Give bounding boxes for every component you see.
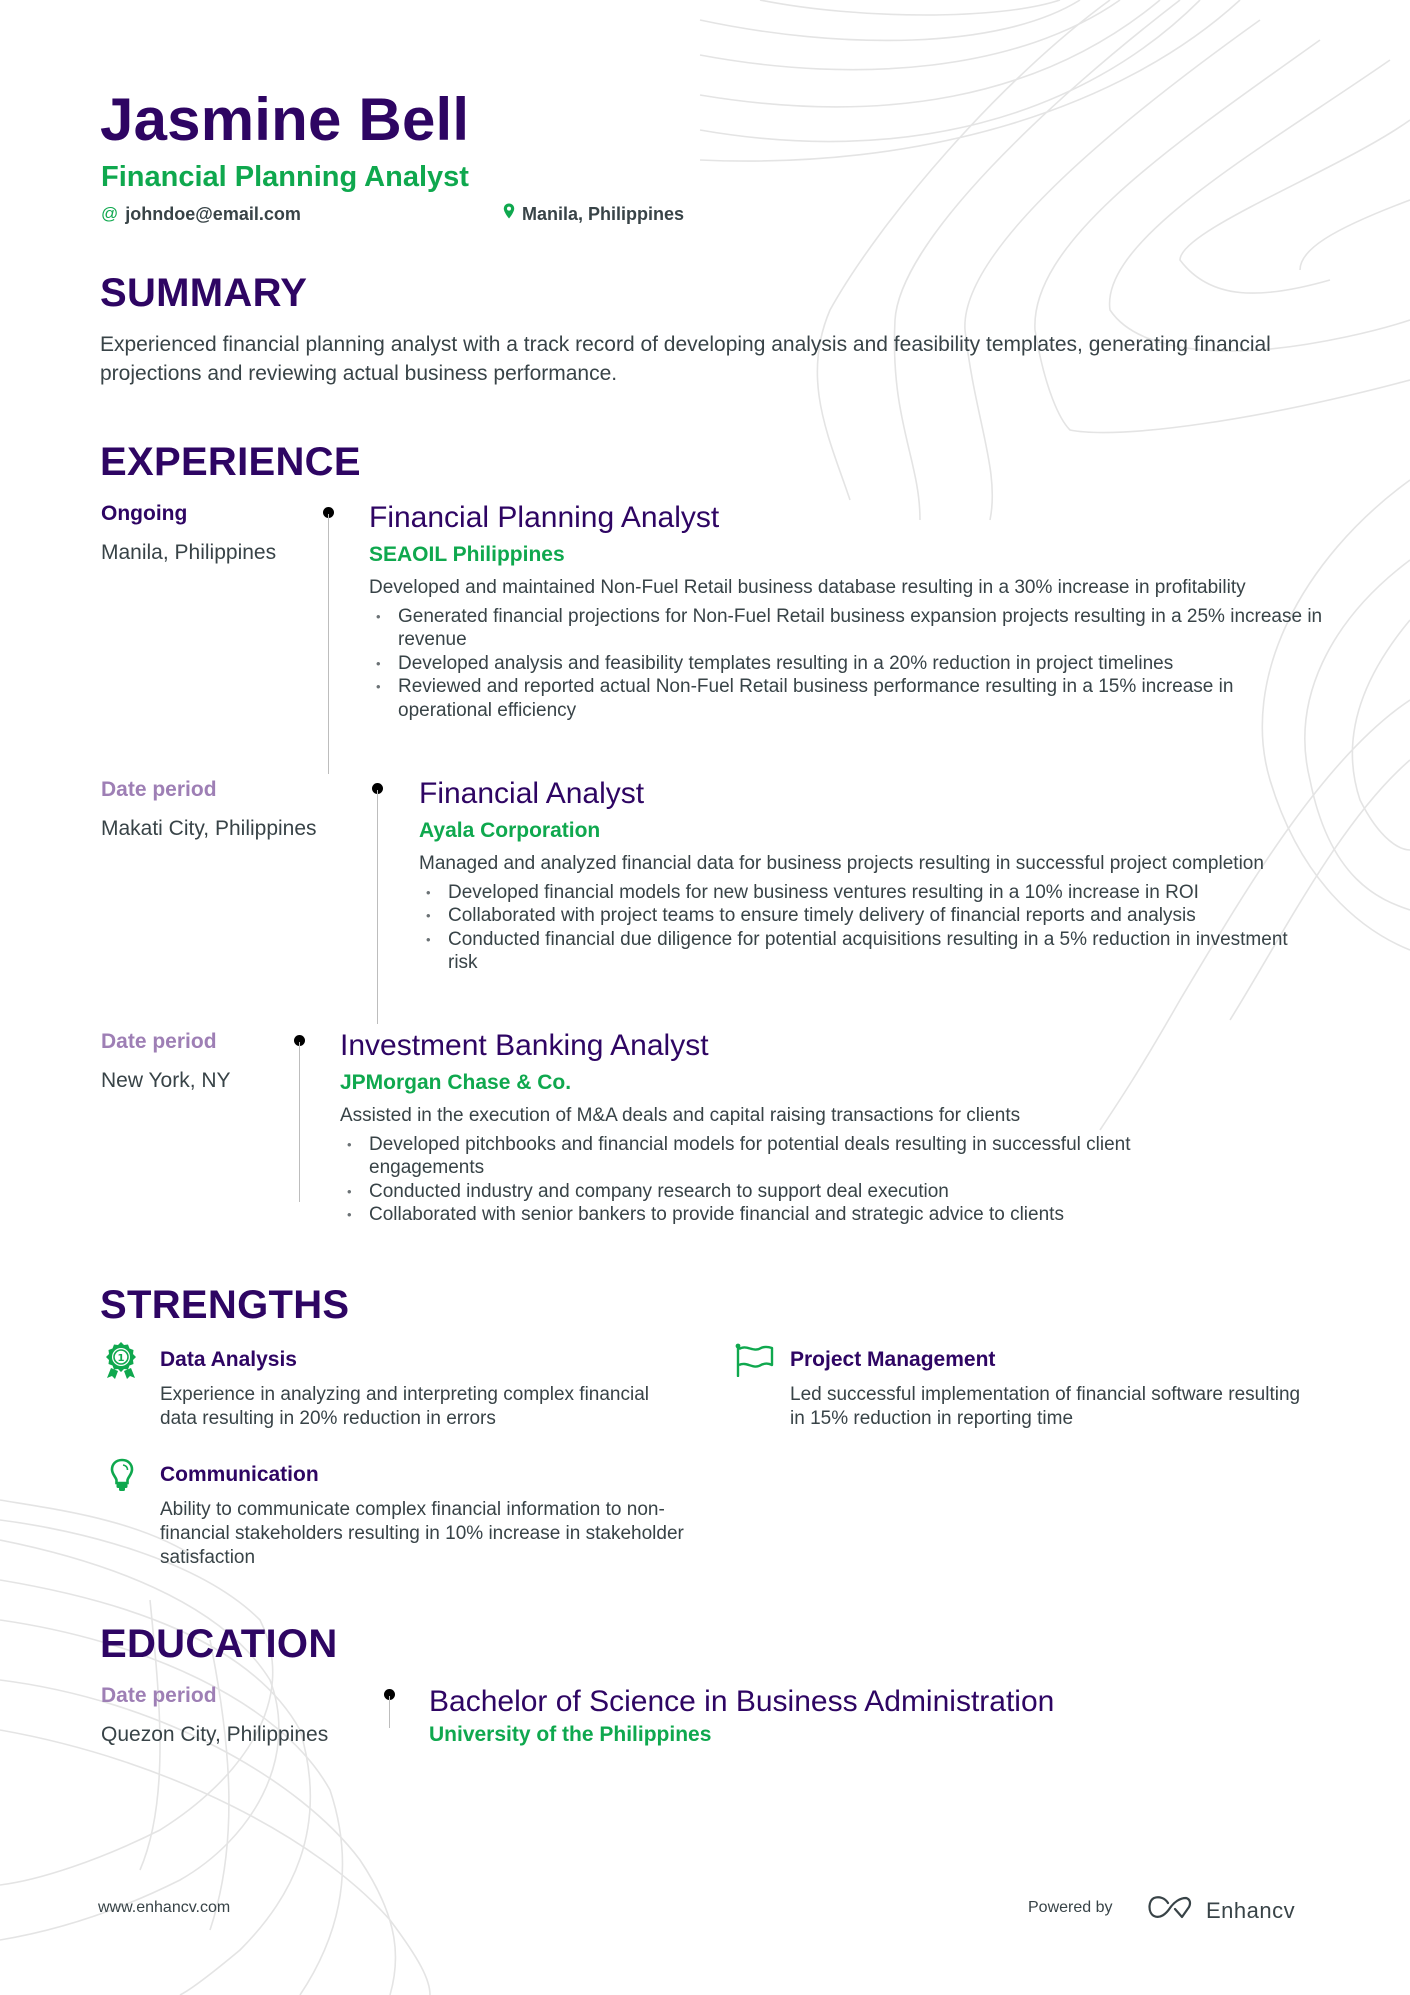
job-bullet: • Conducted financial due diligence for potential acquisitions resulting in a 5% reduction in investment risk [419, 928, 1299, 975]
job-title: Financial Analyst [419, 777, 645, 810]
strength-title: Communication [160, 1463, 319, 1486]
job-bullet: • Developed pitchbooks and financial models for potential deals resulting in successful client engagements [340, 1133, 1240, 1180]
map-pin-icon [503, 202, 515, 226]
contact-email[interactable] [101, 202, 301, 226]
entry-date: Date period [101, 1030, 217, 1053]
strength-title: Project Management [790, 1348, 996, 1371]
company-name: SEAOIL Philippines [369, 543, 565, 566]
timeline-line [377, 790, 379, 1024]
company-name: JPMorgan Chase & Co. [340, 1071, 572, 1094]
award-ribbon-icon [105, 1341, 137, 1384]
timeline-line [389, 1696, 391, 1728]
lightbulb-icon [110, 1458, 134, 1497]
at-icon: @ [101, 204, 119, 223]
job-bullet: • Developed analysis and feasibility templates resulting in a 20% reduction in project timelines [369, 652, 1329, 676]
job-description: Assisted in the execution of M&A deals and capital raising transactions for clients [340, 1105, 1021, 1126]
candidate-title: Financial Planning Analyst [101, 161, 469, 193]
job-bullet: • Developed financial models for new business ventures resulting in a 10% increase in ROI [419, 881, 1299, 905]
strength-description: Experience in analyzing and interpreting complex financial data resulting in 20% reduction in errors [160, 1384, 650, 1429]
school-name: University of the Philippines [429, 1723, 712, 1746]
strength-title: Data Analysis [160, 1348, 297, 1371]
job-title: Financial Planning Analyst [369, 501, 720, 534]
svg-text:1: 1 [117, 1353, 125, 1364]
entry-location: New York, NY [101, 1069, 231, 1092]
contact-location [503, 202, 684, 226]
flag-icon [735, 1343, 775, 1382]
enhancv-infinity-icon [1146, 1895, 1194, 1926]
job-bullet: • Generated financial projections for Non-Fuel Retail business expansion projects resulting in a 25% increase in revenue [369, 605, 1329, 652]
entry-location: Manila, Philippines [101, 541, 277, 564]
email-text: johndoe@email.com [125, 204, 301, 224]
summary-heading: SUMMARY [100, 271, 308, 315]
summary-text: Experienced financial planning analyst with a track record of developing analysis and feasibility templates, generating financial projections and reviewing actual business performance. [100, 333, 1271, 385]
job-bullet: • Collaborated with senior bankers to provide financial and strategic advice to clients [340, 1203, 1240, 1227]
strengths-heading: STRENGTHS [100, 1283, 350, 1327]
job-bullet: • Conducted industry and company research to support deal execution [340, 1180, 1240, 1204]
entry-location: Makati City, Philippines [101, 817, 317, 840]
powered-by-label: Powered by [1028, 1899, 1113, 1916]
website-link[interactable]: www.enhancv.com [98, 1899, 231, 1916]
timeline-line [299, 1042, 301, 1202]
timeline-line [328, 514, 330, 774]
edu-location: Quezon City, Philippines [101, 1723, 329, 1746]
experience-heading: EXPERIENCE [100, 440, 361, 484]
job-title: Investment Banking Analyst [340, 1029, 709, 1062]
job-bullet: • Collaborated with project teams to ensure timely delivery of financial reports and analysis [419, 904, 1299, 928]
enhancv-brand-text: Enhancv [1206, 1897, 1296, 1923]
job-description: Managed and analyzed financial data for business projects resulting in successful project completion [419, 853, 1264, 874]
company-name: Ayala Corporation [419, 819, 601, 842]
candidate-name: Jasmine Bell [100, 86, 470, 153]
degree-title: Bachelor of Science in Business Administration [429, 1685, 1055, 1718]
entry-date: Ongoing [101, 502, 188, 525]
location-text: Manila, Philippines [522, 204, 685, 224]
strength-description: Led successful implementation of financial software resulting in 15% reduction in reporting time [790, 1384, 1301, 1429]
entry-date: Date period [101, 778, 217, 801]
education-heading: EDUCATION [100, 1622, 338, 1666]
edu-date: Date period [101, 1684, 217, 1707]
job-description: Developed and maintained Non-Fuel Retail business database resulting in a 30% increase in profitability [369, 577, 1246, 598]
job-bullet: • Reviewed and reported actual Non-Fuel Retail business performance resulting in a 15% increase in operational efficiency [369, 675, 1329, 722]
strength-description: Ability to communicate complex financial information to non-financial stakeholders resulting in 10% increase in stakeholder satisfaction [160, 1499, 684, 1568]
enhancv-logo[interactable] [1146, 1895, 1295, 1926]
